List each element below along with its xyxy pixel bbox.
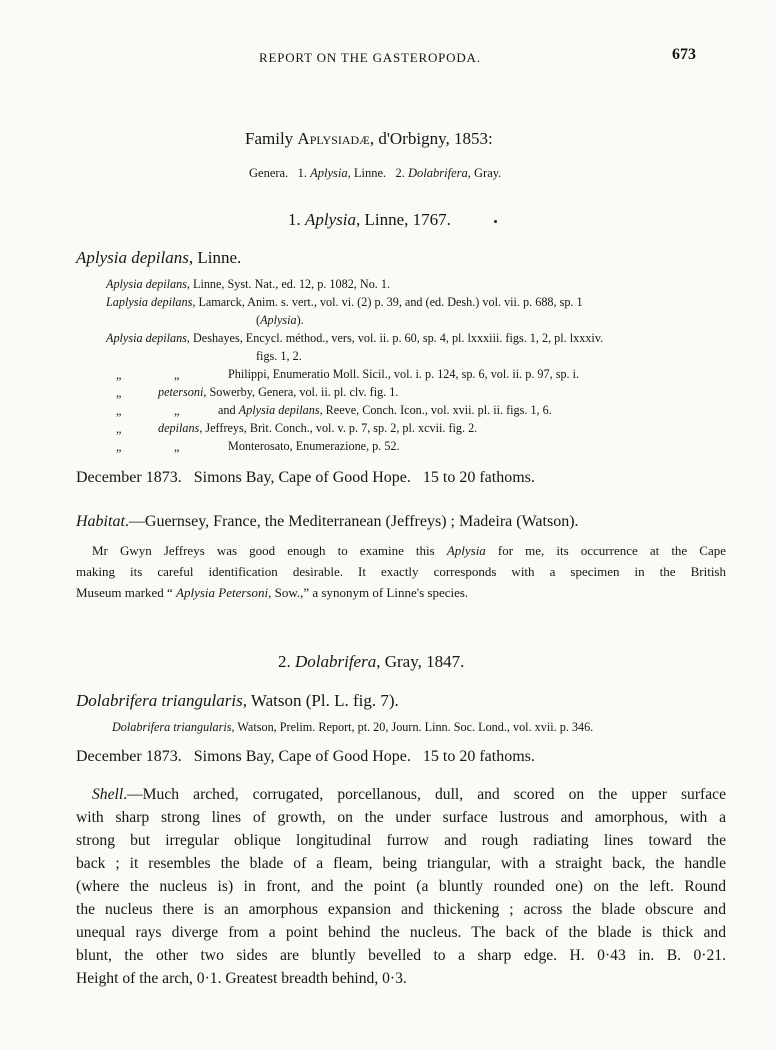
ditto-mark: „ — [116, 386, 122, 400]
species-heading-aplysia-depilans: Aplysia depilans, Linne. — [76, 248, 242, 267]
habitat-line: Habitat.—Guernsey, France, the Mediterranean (Jeffreys) ; Madeira (Watson). — [76, 513, 579, 530]
description-line: the nucleus there is an amorphous expansion and thickening ; across the blade obscure and — [76, 901, 726, 918]
page-number: 673 — [672, 46, 696, 63]
ditto-mark: „ — [116, 440, 122, 454]
species-heading-dolabrifera-triangularis: Dolabrifera triangularis, Watson (Pl. L. fig. 7). — [76, 691, 399, 710]
ditto-mark: „ — [174, 404, 180, 418]
genus-heading-aplysia: 1. Aplysia, Linne, 1767. — [288, 210, 451, 229]
synonym-line: Philippi, Enumeratio Moll. Sicil., vol. i. p. 124, sp. 6, vol. ii. p. 97, sp. i. — [228, 367, 580, 381]
description-line: strong but irregular oblique longitudinal furrow and rough radiating lines toward the — [76, 832, 726, 849]
description-line: back ; it resembles the blade of a fleam, being triangular, with a straight back, the handle — [76, 855, 726, 872]
stray-mark — [494, 220, 497, 223]
note-line: Mr Gwyn Jeffreys was good enough to examine this Aplysia for me, its occurrence at the Cape — [92, 543, 726, 558]
ditto-mark: „ — [116, 404, 122, 418]
description-line: with sharp strong lines of growth, on the under surface lustrous and amorphous, with a — [76, 809, 726, 826]
note-line: Museum marked “ Aplysia Petersoni, Sow.,” a synonym of Linne's species. — [76, 585, 469, 600]
synonym-line: Aplysia depilans, Deshayes, Encycl. méthod., vers, vol. ii. p. 60, sp. 4, pl. lxxxiii. figs. 1, 2, pl. lxxxiv. — [106, 331, 604, 345]
description-line: Shell.—Much arched, corrugated, porcellanous, dull, and scored on the upper surface — [92, 786, 726, 803]
note-line: making its careful identification desirable. It exactly corresponds with a specimen in the British — [76, 564, 726, 579]
ditto-mark: „ — [174, 368, 180, 382]
synonym-line: and Aplysia depilans, Reeve, Conch. Icon., vol. xvii. pl. ii. figs. 1, 6. — [218, 403, 552, 417]
description-line: unequal rays diverge from a point behind the nucleus. The back of the blade is thick and — [76, 924, 726, 941]
description-line: blunt, the other two sides are bluntly bevelled to a sharp edge. H. 0·43 in. B. 0·21. — [76, 947, 726, 964]
family-heading: Family Aplysiadæ, d'Orbigny, 1853: — [245, 129, 493, 148]
synonym-line: Monterosato, Enumerazione, p. 52. — [228, 439, 400, 453]
synonym-line: depilans, Jeffreys, Brit. Conch., vol. v. p. 7, sp. 2, pl. xcvii. fig. 2. — [158, 421, 478, 435]
ditto-mark: „ — [116, 368, 122, 382]
locality-line: December 1873. Simons Bay, Cape of Good Hope. 15 to 20 fathoms. — [76, 469, 535, 486]
description-line: Height of the arch, 0·1. Greatest breadth behind, 0·3. — [76, 970, 407, 987]
description-line: (where the nucleus is) in front, and the point (a bluntly rounded one) on the left. Round — [76, 878, 726, 895]
synonym-line: Dolabrifera triangularis, Watson, Prelim. Report, pt. 20, Journ. Linn. Soc. Lond., vol. xvii. p. 346. — [112, 720, 594, 734]
synonym-line: Laplysia depilans, Lamarck, Anim. s. vert., vol. vi. (2) p. 39, and (ed. Desh.) vol. vii. p. 688, sp. 1 — [106, 295, 583, 309]
ditto-mark: „ — [174, 440, 180, 454]
running-header: REPORT ON THE GASTEROPODA. — [259, 50, 481, 65]
family-name: Aplysiadæ — [297, 129, 370, 148]
synonym-line: (Aplysia). — [256, 313, 304, 327]
synonym-line: figs. 1, 2. — [256, 349, 302, 363]
locality-line: December 1873. Simons Bay, Cape of Good Hope. 15 to 20 fathoms. — [76, 748, 535, 765]
synonym-line: petersoni, Sowerby, Genera, vol. ii. pl. clv. fig. 1. — [158, 385, 399, 399]
genera-line: Genera. 1. Aplysia, Linne. 2. Dolabrifera, Gray. — [249, 166, 502, 180]
genus-heading-dolabrifera: 2. Dolabrifera, Gray, 1847. — [278, 652, 465, 671]
synonym-line: Aplysia depilans, Linne, Syst. Nat., ed. 12, p. 1082, No. 1. — [106, 277, 391, 291]
ditto-mark: „ — [116, 422, 122, 436]
